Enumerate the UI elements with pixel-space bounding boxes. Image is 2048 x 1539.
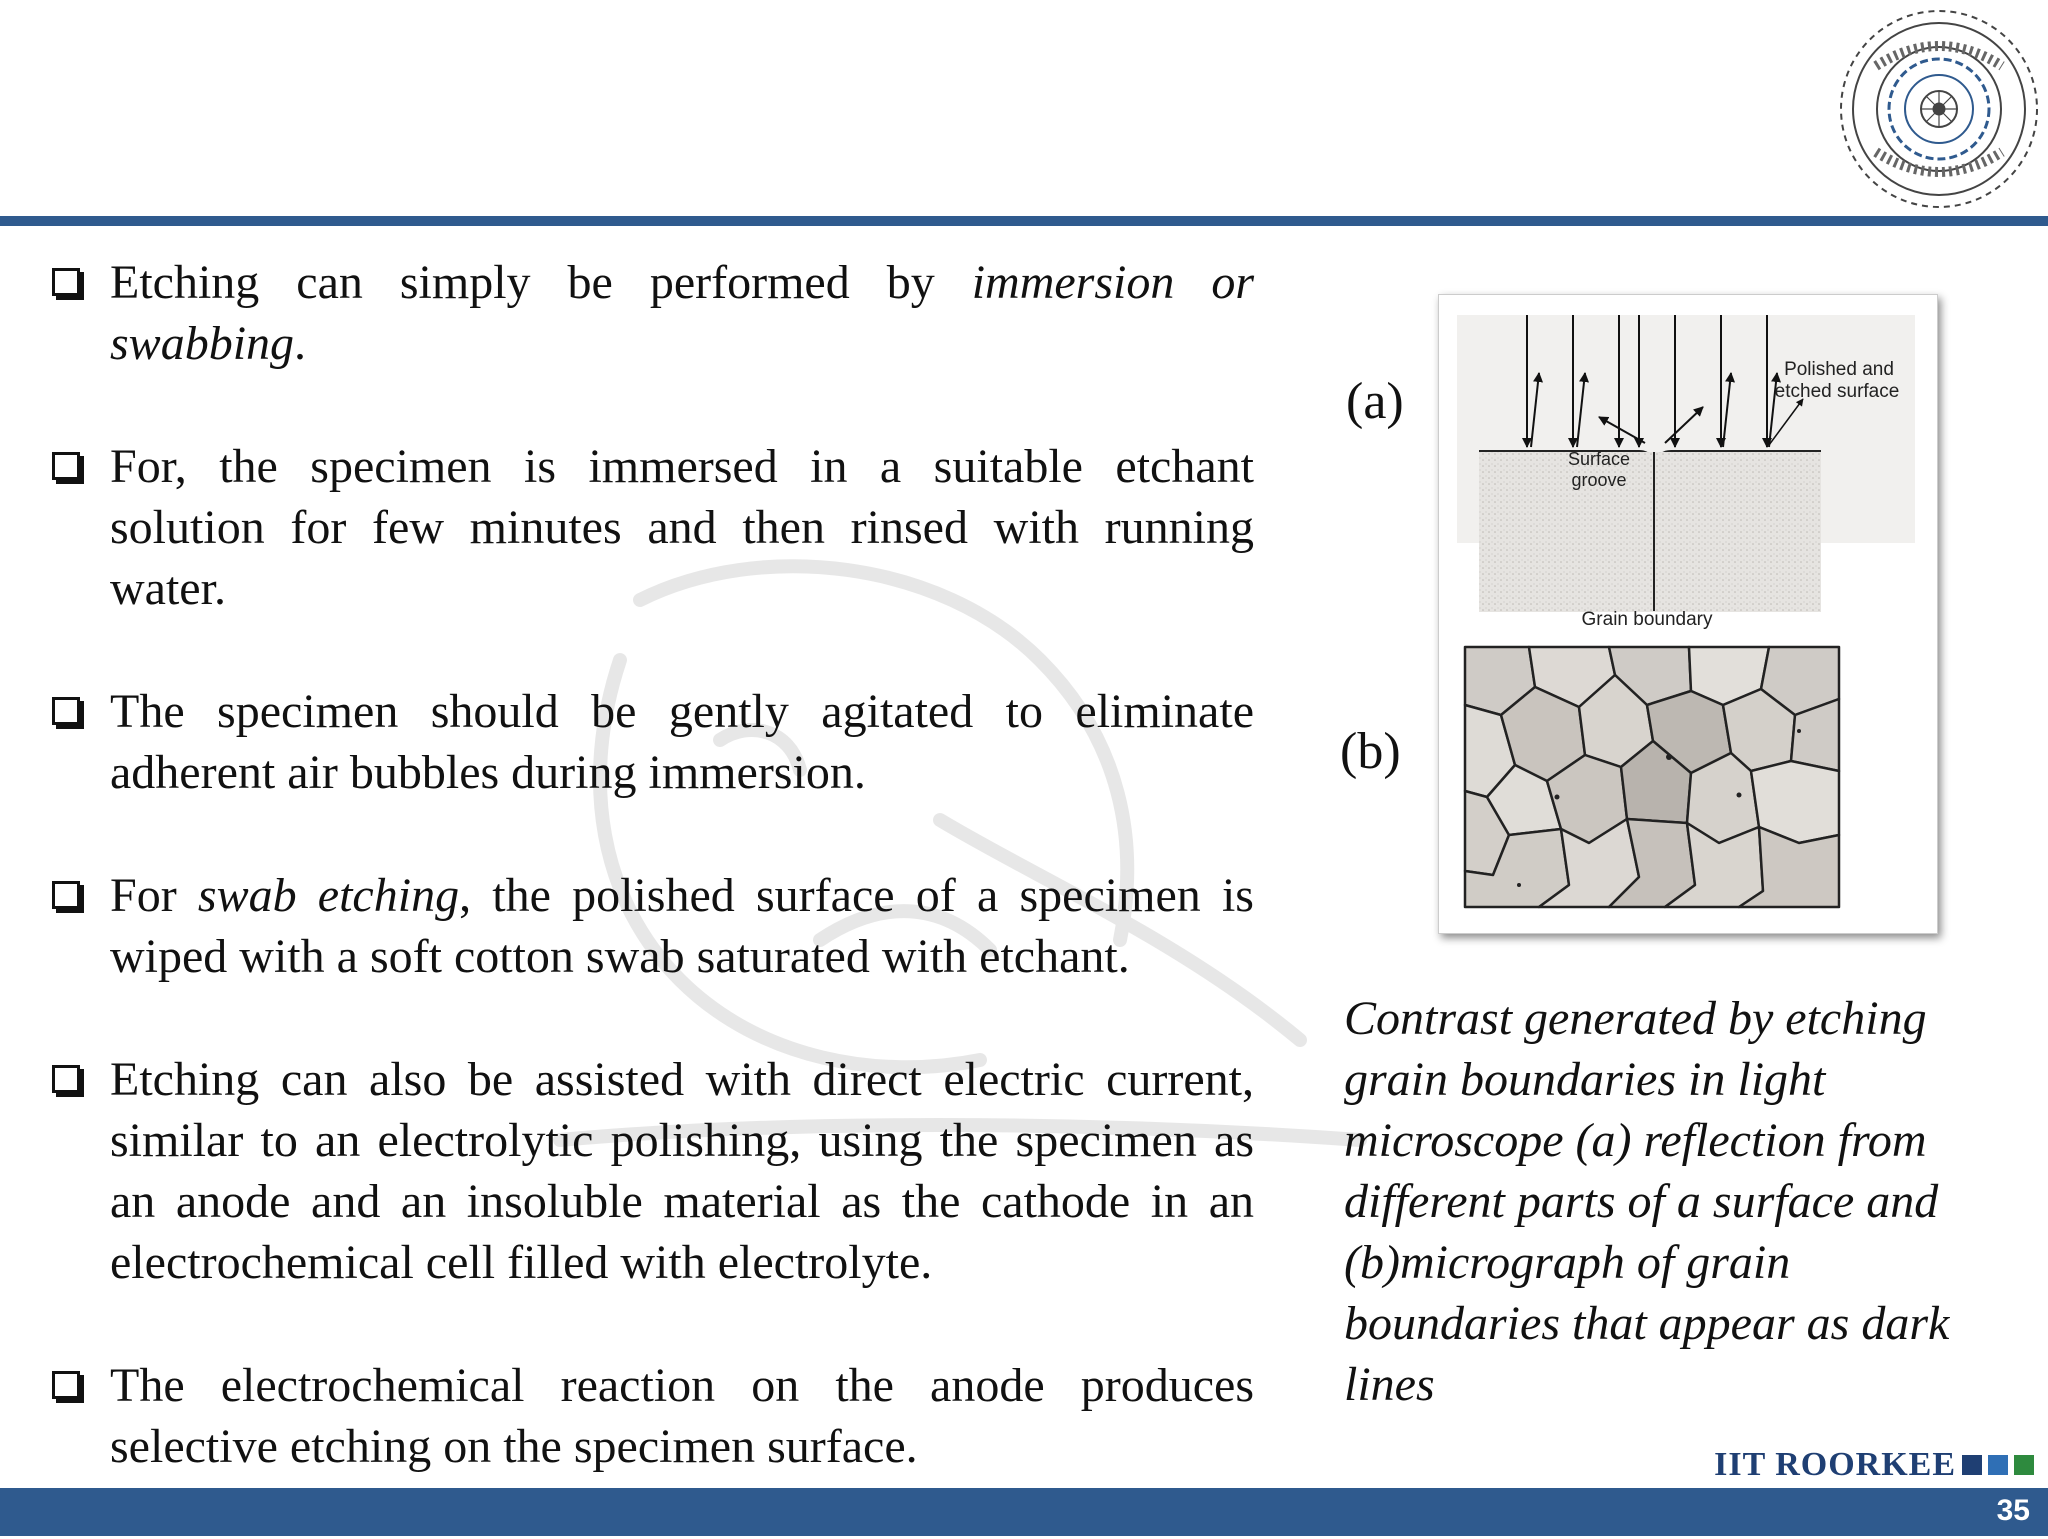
grain-boundary-figure	[1438, 294, 1938, 934]
bullet-item	[48, 252, 1254, 374]
polished-label-line2: etched surface	[1774, 381, 1900, 402]
bullet-text: For	[110, 869, 198, 922]
footer-bar	[0, 1488, 2048, 1536]
reflection-diagram	[1457, 315, 1915, 630]
checkbox-bullet-icon	[52, 1065, 80, 1093]
bullet-list	[48, 252, 1254, 1539]
figure-drawing	[1439, 295, 1937, 933]
checkbox-bullet-icon	[52, 268, 80, 296]
checkbox-bullet-icon	[52, 452, 80, 480]
bullet-item	[48, 681, 1254, 803]
bullet-text: Etching can also be assisted with direct electric current, similar to an electrolytic polishing, using the specimen as an anode and an insoluble material as the cathode in an electrochemical cell filled with electrolyte.	[110, 1053, 1254, 1289]
checkbox-bullet-icon	[52, 881, 80, 909]
bullet-text-end: , the polished surface of a specimen is wiped with a soft cotton swab saturated with etchant.	[110, 869, 1254, 983]
header-rule	[0, 216, 2048, 226]
brand-square-icon	[2014, 1455, 2034, 1475]
brand-square-icon	[1962, 1455, 1982, 1475]
checkbox-bullet-icon	[52, 697, 80, 725]
brand-square-icon	[1988, 1455, 2008, 1475]
institute-brand	[1714, 1446, 2034, 1484]
bullet-text-end: .	[294, 317, 307, 370]
figure-label-a: (a)	[1346, 373, 1404, 430]
figure-caption: Contrast generated by etching grain boundaries in light microscope (a) reflection from different parts of a surface and (b)micrograph of grain boundaries that appear as dark lines	[1344, 992, 1950, 1411]
surface-groove-label-line1: Surface	[1567, 449, 1631, 469]
bullet-item	[48, 1355, 1254, 1477]
bullet-text: Etching can simply be performed by	[110, 256, 972, 309]
grain-boundary-label: Grain boundary	[1581, 609, 1713, 630]
figure-label-b: (b)	[1340, 723, 1401, 780]
surface-groove-label-line2: groove	[1571, 470, 1627, 490]
bullet-item	[48, 1049, 1254, 1293]
brand-text: IIT ROORKEE	[1714, 1446, 1956, 1483]
bullet-text: For, the specimen is immersed in a suitable etchant solution for few minutes and then rinsed with running water.	[110, 440, 1254, 615]
page-number: 35	[1996, 1494, 2030, 1527]
bullet-emphasis: swab etching	[197, 869, 460, 922]
checkbox-bullet-icon	[52, 1371, 80, 1399]
bullet-text: The electrochemical reaction on the anode produces selective etching on the specimen surface.	[110, 1359, 1254, 1473]
bullet-item	[48, 436, 1254, 619]
bullet-text: The specimen should be gently agitated to eliminate adherent air bubbles during immersion.	[110, 685, 1254, 799]
bullet-emphasis: immersion or swabbing	[110, 256, 1255, 370]
polished-label-line1: Polished and	[1784, 359, 1894, 380]
micrograph-image	[1465, 647, 1839, 907]
bullet-item	[48, 865, 1254, 987]
institute-logo	[1836, 6, 2042, 212]
